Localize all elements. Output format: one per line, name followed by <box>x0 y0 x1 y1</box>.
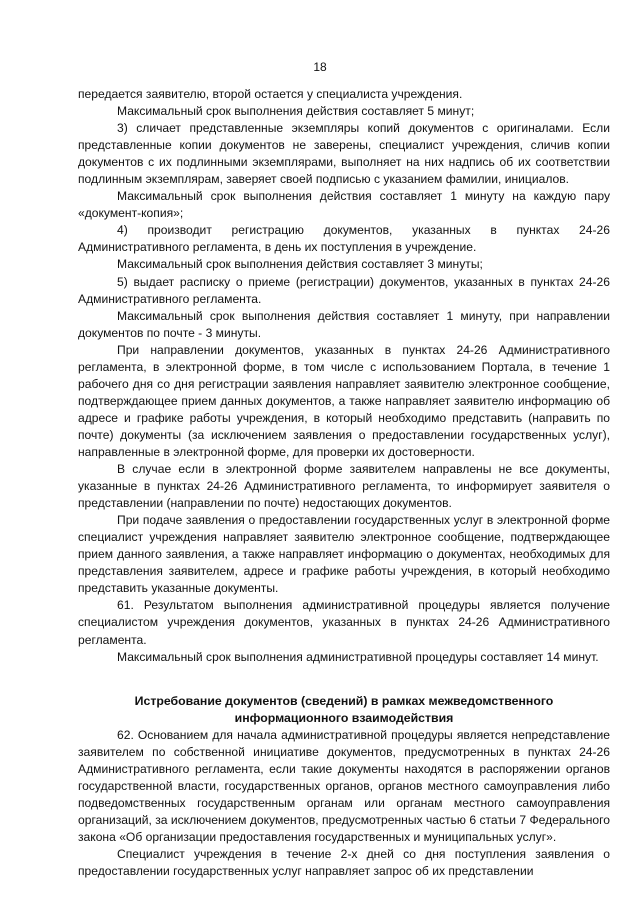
page-number: 18 <box>313 60 327 74</box>
paragraph: 4) производит регистрацию документов, указанных в пунктах 24-26 Административного регламента, в день их поступления в учреждение. <box>78 223 610 255</box>
paragraph: В случае если в электронной форме заявителем направлены не все документы, указанные в пунктах 24-26 Административного регламента, то информирует заявителя о представлении (направлении по почте) недостающих документов. <box>78 462 610 511</box>
document-body <box>78 86 610 880</box>
paragraph: 62. Основанием для начала административной процедуры является непредставление заявителем по собственной инициативе документов, предусмотренных в пунктах 24-26 Административного регламента, если такие документы находятся в распоряжении органов государственной власти, государственных органов, органов местного самоуправления либо подведомственных государственным органам или органам местного самоуправления организаций, за исключением документов, предусмотренных частью 6 статьи 7 Федерального закона «Об организации предоставления государственных и муниципальных услуг». <box>78 727 610 844</box>
paragraph: Максимальный срок выполнения действия составляет 3 минуты; <box>117 257 483 272</box>
paragraph: При направлении документов, указанных в пунктах 24-26 Административного регламента, в электронной форме, в том числе с использованием Портала, в течение 1 рабочего дня со дня регистрации заявления направляет заявителю электронное сообщение, подтверждающее прием данных документов, а также направляет заявителю информацию об адресе и графике работы учреждения, в который необходимо представить (направить по почте) документы (за исключением заявления о предоставлении государственных услуг), направленные в электронной форме, для проверки их достоверности. <box>78 342 610 459</box>
paragraph: 61. Результатом выполнения административной процедуры является получение специалистом учреждения документов, указанных в пунктах 24-26 Административного регламента. <box>78 598 610 647</box>
paragraph: Максимальный срок выполнения действия составляет 5 минут; <box>117 104 475 119</box>
paragraph: Специалист учреждения в течение 2-х дней со дня поступления заявления о предоставлении государственных услуг направляет запрос об их представлении <box>78 846 610 878</box>
paragraph: Максимальный срок выполнения административной процедуры составляет 14 минут. <box>117 649 599 664</box>
paragraph: Максимальный срок выполнения действия составляет 1 минуту на каждую пару «документ-копия»; <box>78 189 610 221</box>
paragraph: 5) выдает расписку о приеме (регистрации) документов, указанных в пунктах 24-26 Административного регламента. <box>78 274 610 306</box>
paragraph: 3) сличает представленные экземпляры копий документов с оригиналами. Если представленные копии документов не заверены, специалист учреждения, сличив копии документов с их подлинными экземплярами, выполняет на них надпись об их соответствии подлинным экземплярам, заверяет своей подписью с указанием фамилии, инициалов. <box>78 121 610 187</box>
paragraph: При подаче заявления о предоставлении государственных услуг в электронной форме специалист учреждения направляет заявителю электронное сообщение, подтверждающее прием данного заявления, а также направляет информацию о документах, необходимых для представления заявителем, адресе и графике работы учреждения, в который необходимо представить указанные документы. <box>78 513 610 596</box>
paragraph: Максимальный срок выполнения действия составляет 1 минуту, при направлении документов по почте - 3 минуты. <box>78 308 610 340</box>
section-heading: Истребование документов (сведений) в рамках межведомственного информационного взаимодействия <box>134 693 554 725</box>
paragraph: передается заявителю, второй остается у специалиста учреждения. <box>78 87 463 101</box>
